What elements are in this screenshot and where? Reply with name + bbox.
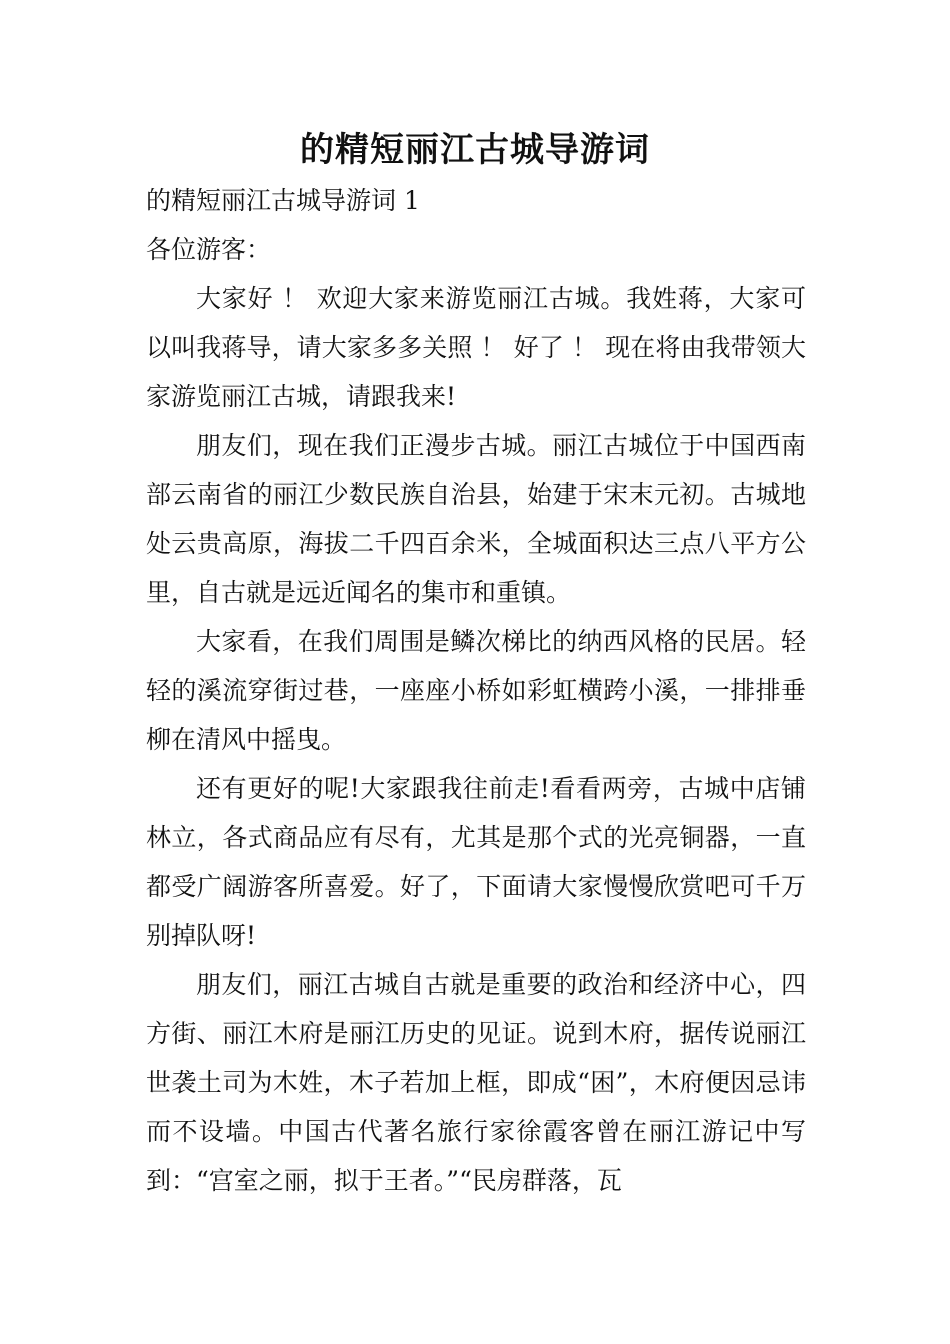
paragraph-5: 朋友们，丽江古城自古就是重要的政治和经济中心，四方街、丽江木府是丽江历史的见证。说到木府，据传说丽江世袭土司为木姓，木子若加上框，即成“困”，木府便因忌讳而不设墙。中国古代著名旅行家徐霞客曾在丽江游记中写到：“宫室之丽，拟于王者。”“民房群落，瓦 — [146, 970, 806, 1195]
paragraph-3: 大家看，在我们周围是鳞次梯比的纳西风格的民居。轻轻的溪流穿街过巷，一座座小桥如彩虹横跨小溪，一排排垂柳在清风中摇曳。 — [146, 627, 806, 754]
greeting-line: 各位游客： — [146, 235, 272, 264]
paragraph-4: 还有更好的呢!大家跟我往前走!看看两旁，古城中店铺林立，各式商品应有尽有，尤其是那个式的光亮铜器，一直都受广阔游客所喜爱。好了，下面请大家慢慢欣赏吧可千万别掉队呀! — [146, 774, 806, 950]
section-heading: 的精短丽江古城导游词 1 — [146, 186, 420, 215]
paragraph-1: 大家好 ！ 欢迎大家来游览丽江古城。我姓蒋，大家可以叫我蒋导，请大家多多关照 ！ 好了 ！ 现在将由我带领大家游览丽江古城，请跟我来! — [146, 284, 806, 411]
paragraph-2: 朋友们，现在我们正漫步古城。丽江古城位于中国西南部云南省的丽江少数民族自治县，始建于宋末元初。古城地处云贵高原，海拔二千四百余米，全城面积达三点八平方公里，自古就是远近闻名的集市和重镇。 — [146, 431, 806, 607]
document-body — [146, 176, 806, 1205]
document-title: 的精短丽江古城导游词 — [300, 130, 650, 170]
